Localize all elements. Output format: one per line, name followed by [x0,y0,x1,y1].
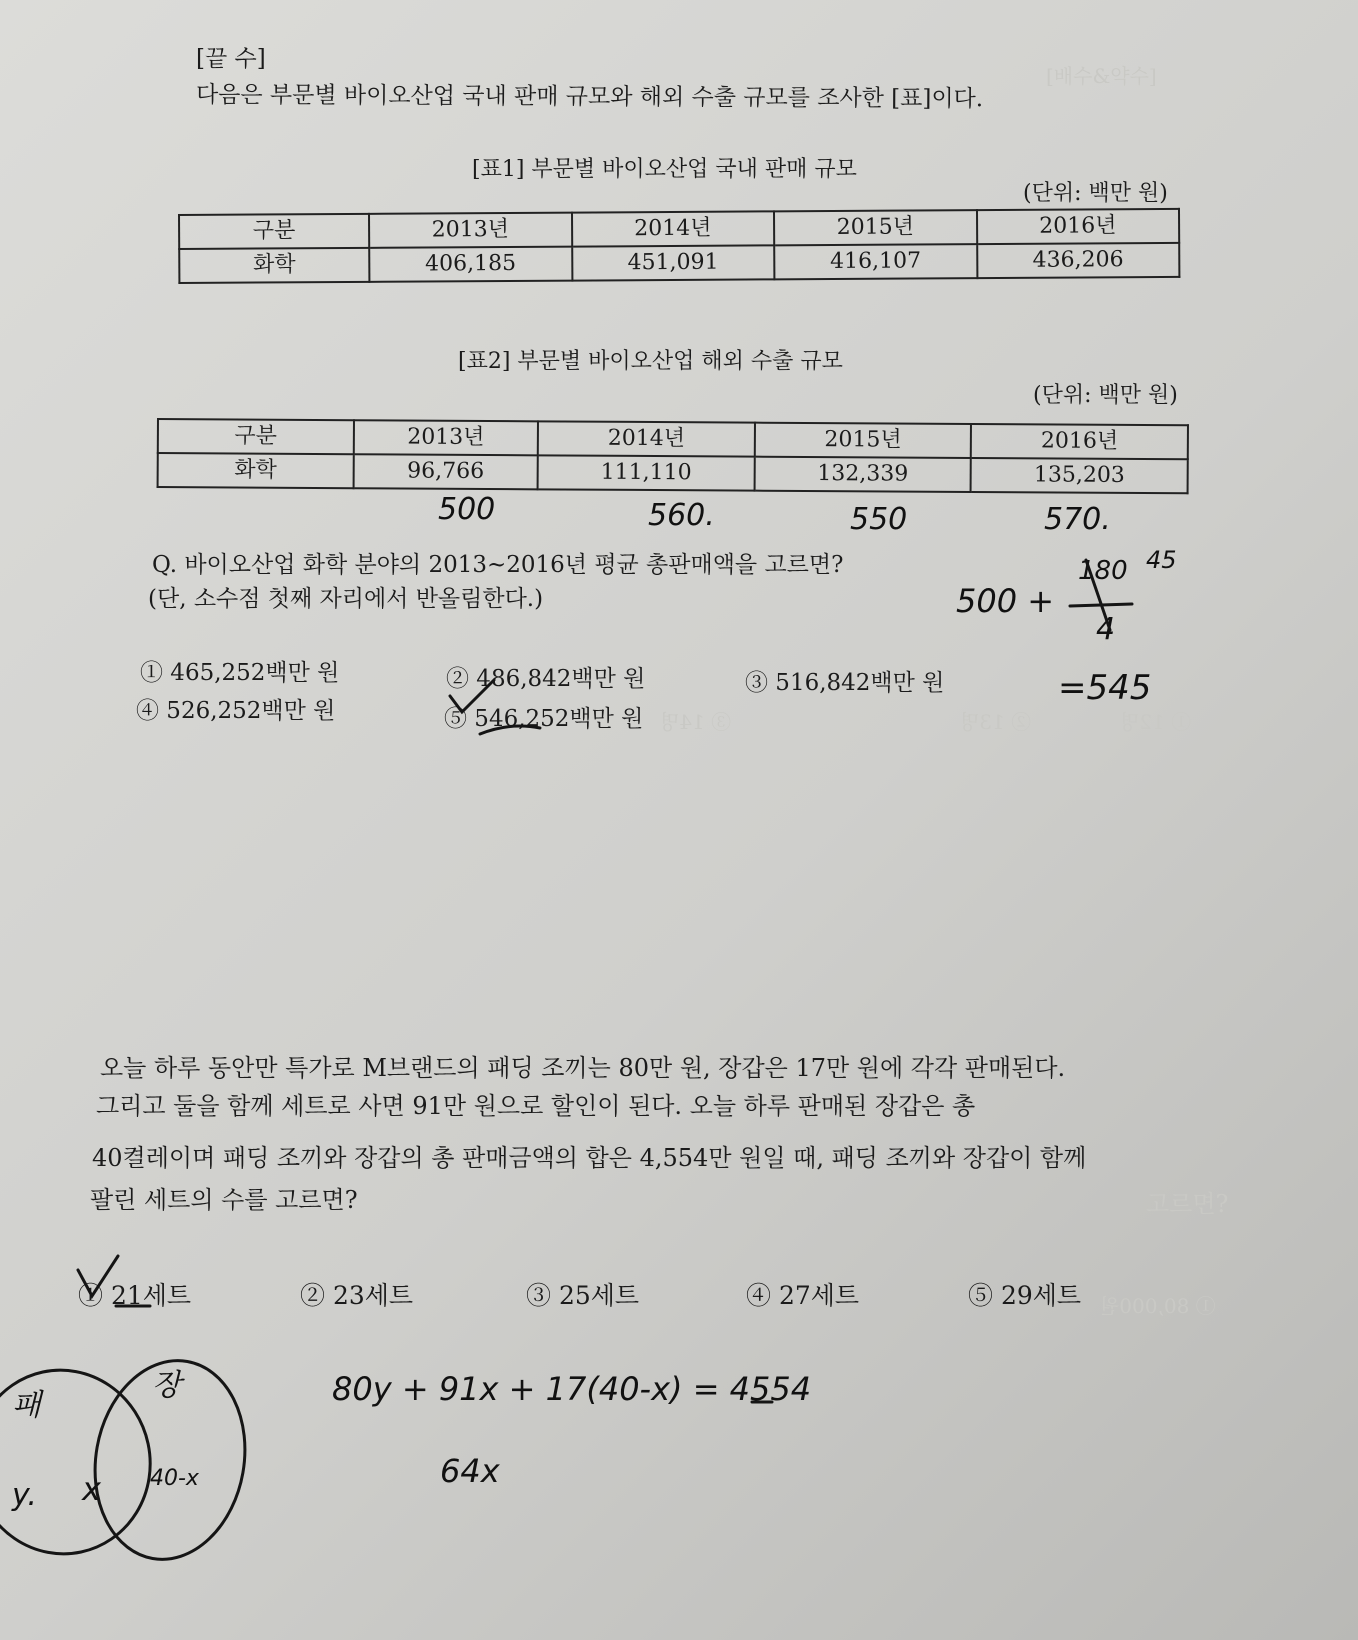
bleed-through-3: ① 12명 [1120,710,1192,734]
table-cell: 2013년 [369,213,572,248]
table-cell: 2015년 [755,423,972,458]
handwritten-equation: 80y + 91x + 17(40-x) = 4554 [332,1370,812,1408]
question2-line: 그리고 둘을 함께 세트로 사면 91만 원으로 할인이 된다. 오늘 하루 판매된 장갑은 총 [96,1092,976,1120]
check-mark-icon [78,1256,118,1296]
question2-line: 40켤레이며 패딩 조끼와 장갑의 총 판매금액의 합은 4,554만 원일 때, 패딩 조끼와 장갑이 함께 [92,1144,1087,1172]
question1-text: Q. 바이오산업 화학 분야의 2013~2016년 평균 총판매액을 고르면? [152,552,844,578]
question1-condition: (단, 소수점 첫째 자리에서 반올림한다.) [148,586,544,612]
bleed-through-6: ① 80,000원 [1100,1294,1216,1318]
table-cell: 화학 [158,453,354,488]
handwritten-note: 550 [850,502,908,537]
answer-option-3[interactable]: ③ 516,842백만 원 [745,670,945,696]
table-cell: 132,339 [754,457,971,492]
table-cell: 화학 [179,248,369,283]
check-mark-icon [450,680,494,712]
handwritten-note: 560. [648,498,715,533]
section-tag: [끝 수] [196,46,266,72]
venn-value-y: y. [12,1478,37,1513]
answer-option-4[interactable]: ④ 526,252백만 원 [136,698,336,724]
table-cell: 구분 [179,214,369,249]
table-cell: 451,091 [572,245,775,280]
underline-mark [480,726,540,734]
answer-option-5[interactable]: ⑤ 546,252백만 원 [444,706,644,732]
handwritten-note: 500 [438,492,496,527]
handwritten-result: =545 [1058,668,1152,708]
venn-value-x: x [82,1470,101,1508]
handwritten-fraction-top: 180 [1078,556,1128,586]
table-cell: 135,203 [971,458,1188,493]
answer-option-1[interactable]: ① 21세트 [78,1281,192,1310]
handwritten-calc: 500 + [956,582,1055,620]
intro-text: 다음은 부문별 바이오산업 국내 판매 규모와 해외 수출 규모를 조사한 [표]이다. [195,82,984,113]
bleed-through-4: ② 13명 [960,710,1032,734]
table2-title: [표2] 부문별 바이오산업 해외 수출 규모 [458,349,843,374]
handwritten-step: 64x [440,1452,500,1490]
table-cell: 2015년 [774,210,977,245]
table-cell: 2016년 [976,209,1179,244]
answer-option-2[interactable]: ② 486,842백만 원 [446,666,646,692]
table-cell: 436,206 [977,243,1180,278]
table-cell: 2016년 [971,424,1188,459]
table-cell: 111,110 [538,455,755,490]
answer-option-2[interactable]: ② 23세트 [300,1281,414,1310]
handwritten-note: 45 [1146,546,1177,574]
table-cell: 구분 [158,419,354,454]
venn-value-rest: 40-x [150,1466,199,1491]
answer-option-4[interactable]: ④ 27세트 [746,1281,860,1310]
table2-unit: (단위: 백만 원) [1033,383,1178,408]
handwritten-fraction-bottom: 4 [1096,612,1116,647]
table-cell: 2014년 [538,421,755,456]
handwritten-note: 570. [1044,502,1111,537]
table-cell: 96,766 [353,454,538,489]
table-cell: 2013년 [353,420,538,455]
bleed-through-1: [배수&약수] [1046,64,1157,88]
bleed-through-2: 고르면? [1146,1190,1229,1218]
question2-line: 팔린 세트의 수를 고르면? [90,1186,358,1214]
table-cell: 2014년 [571,211,774,246]
venn-label-left: 패 [12,1388,41,1423]
bleed-through-5: ③ 14명 [660,710,732,734]
answer-option-5[interactable]: ⑤ 29세트 [968,1281,1082,1310]
table-cell: 416,107 [774,244,977,279]
table-cell: 406,185 [369,247,572,282]
question2-line: 오늘 하루 동안만 특가로 M브랜드의 패딩 조끼는 80만 원, 장갑은 17만 원에 각각 판매된다. [100,1054,1066,1082]
venn-label-right: 장 [152,1368,181,1403]
answer-option-3[interactable]: ③ 25세트 [526,1281,640,1310]
cross-stroke [1086,560,1110,630]
table1-unit: (단위: 백만 원) [1023,181,1168,206]
venn-circle-left [0,1354,167,1571]
table1-title: [표1] 부문별 바이오산업 국내 판매 규모 [472,157,857,182]
answer-option-1[interactable]: ① 465,252백만 원 [140,660,340,686]
